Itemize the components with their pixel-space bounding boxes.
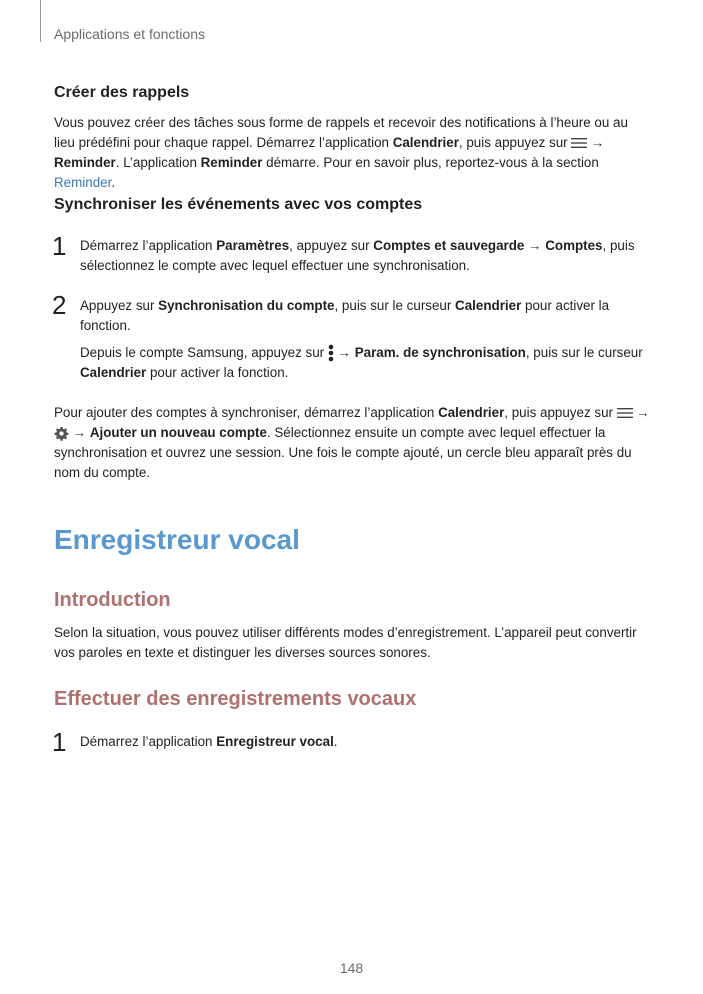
sync-step-2: Appuyez sur Synchronisation du compte, puis sur le curseur Calendrier pour activer la fonction. <box>80 298 610 333</box>
section-title-reminders: Créer des rappels <box>54 84 190 101</box>
sync-step-1: Démarrez l’application Paramètres, appuyez sur Comptes et sauvegarde → Comptes, puis sélectionnez le compte avec lequel effectuer une synchronisation. <box>80 238 635 273</box>
introduction-paragraph: Selon la situation, vous pouvez utiliser différents modes d’enregistrement. L’appareil peut convertir vos paroles en texte et distinguer les diverses sources sonores. <box>54 625 637 660</box>
sync-step-2-samsung: Depuis le compte Samsung, appuyez sur → Param. de synchronisation, puis sur le curseur Calendrier pour activer la fonction. <box>80 345 643 380</box>
add-accounts-paragraph: Pour ajouter des comptes à synchroniser, démarrez l’application Calendrier, puis appuyez sur → → Ajouter un nouveau compte. Sélectionnez ensuite un compte avec lequel effectuer la synchronisation et ouvrez une session. Une fois le compte ajouté, un cercle bleu apparaît près du nom du compte. <box>54 405 650 480</box>
chapter-title: Enregistreur vocal <box>54 524 300 555</box>
recording-step-1: Démarrez l’application Enregistreur vocal. <box>80 734 338 749</box>
step-number: 1 <box>52 231 67 261</box>
menu-icon <box>571 137 587 149</box>
section-title-sync: Synchroniser les événements avec vos comptes <box>54 196 423 213</box>
reminders-paragraph: Vous pouvez créer des tâches sous forme de rappels et recevoir des notifications à l’heure ou au lieu prédéfini pour chaque rappel. Démarrez l’application Calendrier, puis appuyez sur → Reminder. L’application Reminder démarre. Pour en savoir plus, reportez-vous à la section Reminder. <box>54 115 628 190</box>
menu-icon <box>617 407 633 419</box>
step-number: 1 <box>52 727 67 757</box>
step-number: 2 <box>52 290 67 320</box>
section-title-recordings: Effectuer des enregistrements vocaux <box>54 688 417 710</box>
gear-icon <box>54 426 69 441</box>
header-rule <box>40 0 41 42</box>
page-header: Applications et fonctions <box>54 26 205 42</box>
reminder-link[interactable]: Reminder <box>54 175 112 190</box>
section-title-introduction: Introduction <box>54 589 171 611</box>
page-number: 148 <box>339 960 364 976</box>
